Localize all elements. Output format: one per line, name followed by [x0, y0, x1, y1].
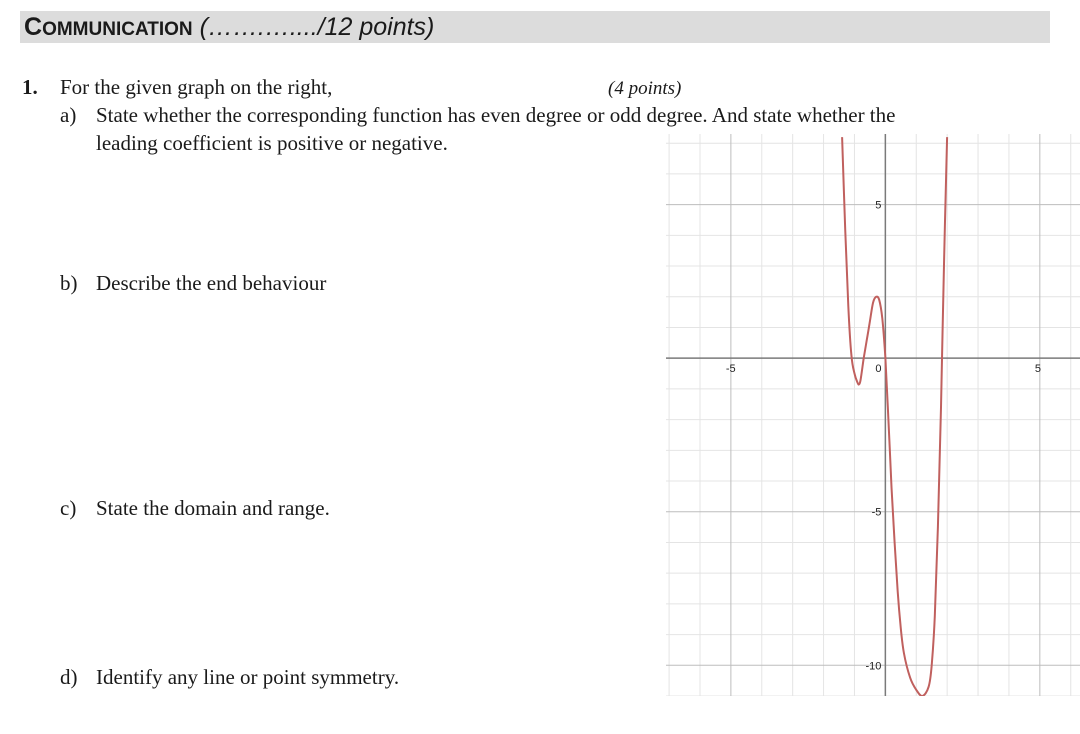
axes — [666, 134, 1080, 696]
part-d-text: Identify any line or point symmetry. — [96, 665, 400, 689]
x-tick-label: -5 — [725, 363, 736, 376]
y-tick-label: 5 — [875, 199, 882, 212]
y-tick-label: -5 — [871, 506, 882, 519]
question-points: (4 points) — [608, 78, 682, 99]
tick-labels — [726, 200, 1041, 673]
question-text: For the given graph on the right, — [60, 75, 333, 99]
part-b-text: Describe the end behaviour — [96, 271, 327, 295]
section-points: (…….…..../12 points) — [199, 13, 435, 41]
part-a-text: State whether the corresponding function has even degree or odd degree. And state whether the — [96, 103, 896, 127]
part-d-letter: d) — [60, 665, 78, 689]
part-b-letter: b) — [60, 271, 78, 295]
section-title-initial: C — [24, 13, 43, 41]
section-header — [20, 11, 1050, 43]
x-tick-label: 0 — [875, 363, 882, 376]
part-a-text-line2: leading coefficient is positive or negative. — [96, 131, 448, 155]
section-title-rest: OMMUNICATION — [42, 19, 193, 40]
grid-major — [666, 134, 1080, 696]
part-c-letter: c) — [60, 496, 77, 520]
y-tick-label: -10 — [865, 660, 882, 673]
curve-layer — [842, 137, 947, 696]
part-c-text: State the domain and range. — [96, 496, 330, 520]
part-a-letter: a) — [60, 103, 77, 127]
question-number: 1. — [22, 75, 38, 99]
function-curve — [842, 137, 947, 696]
polynomial-graph — [666, 134, 1080, 696]
section-title — [24, 13, 434, 44]
grid-minor — [666, 134, 1080, 696]
x-tick-label: 5 — [1034, 363, 1041, 376]
